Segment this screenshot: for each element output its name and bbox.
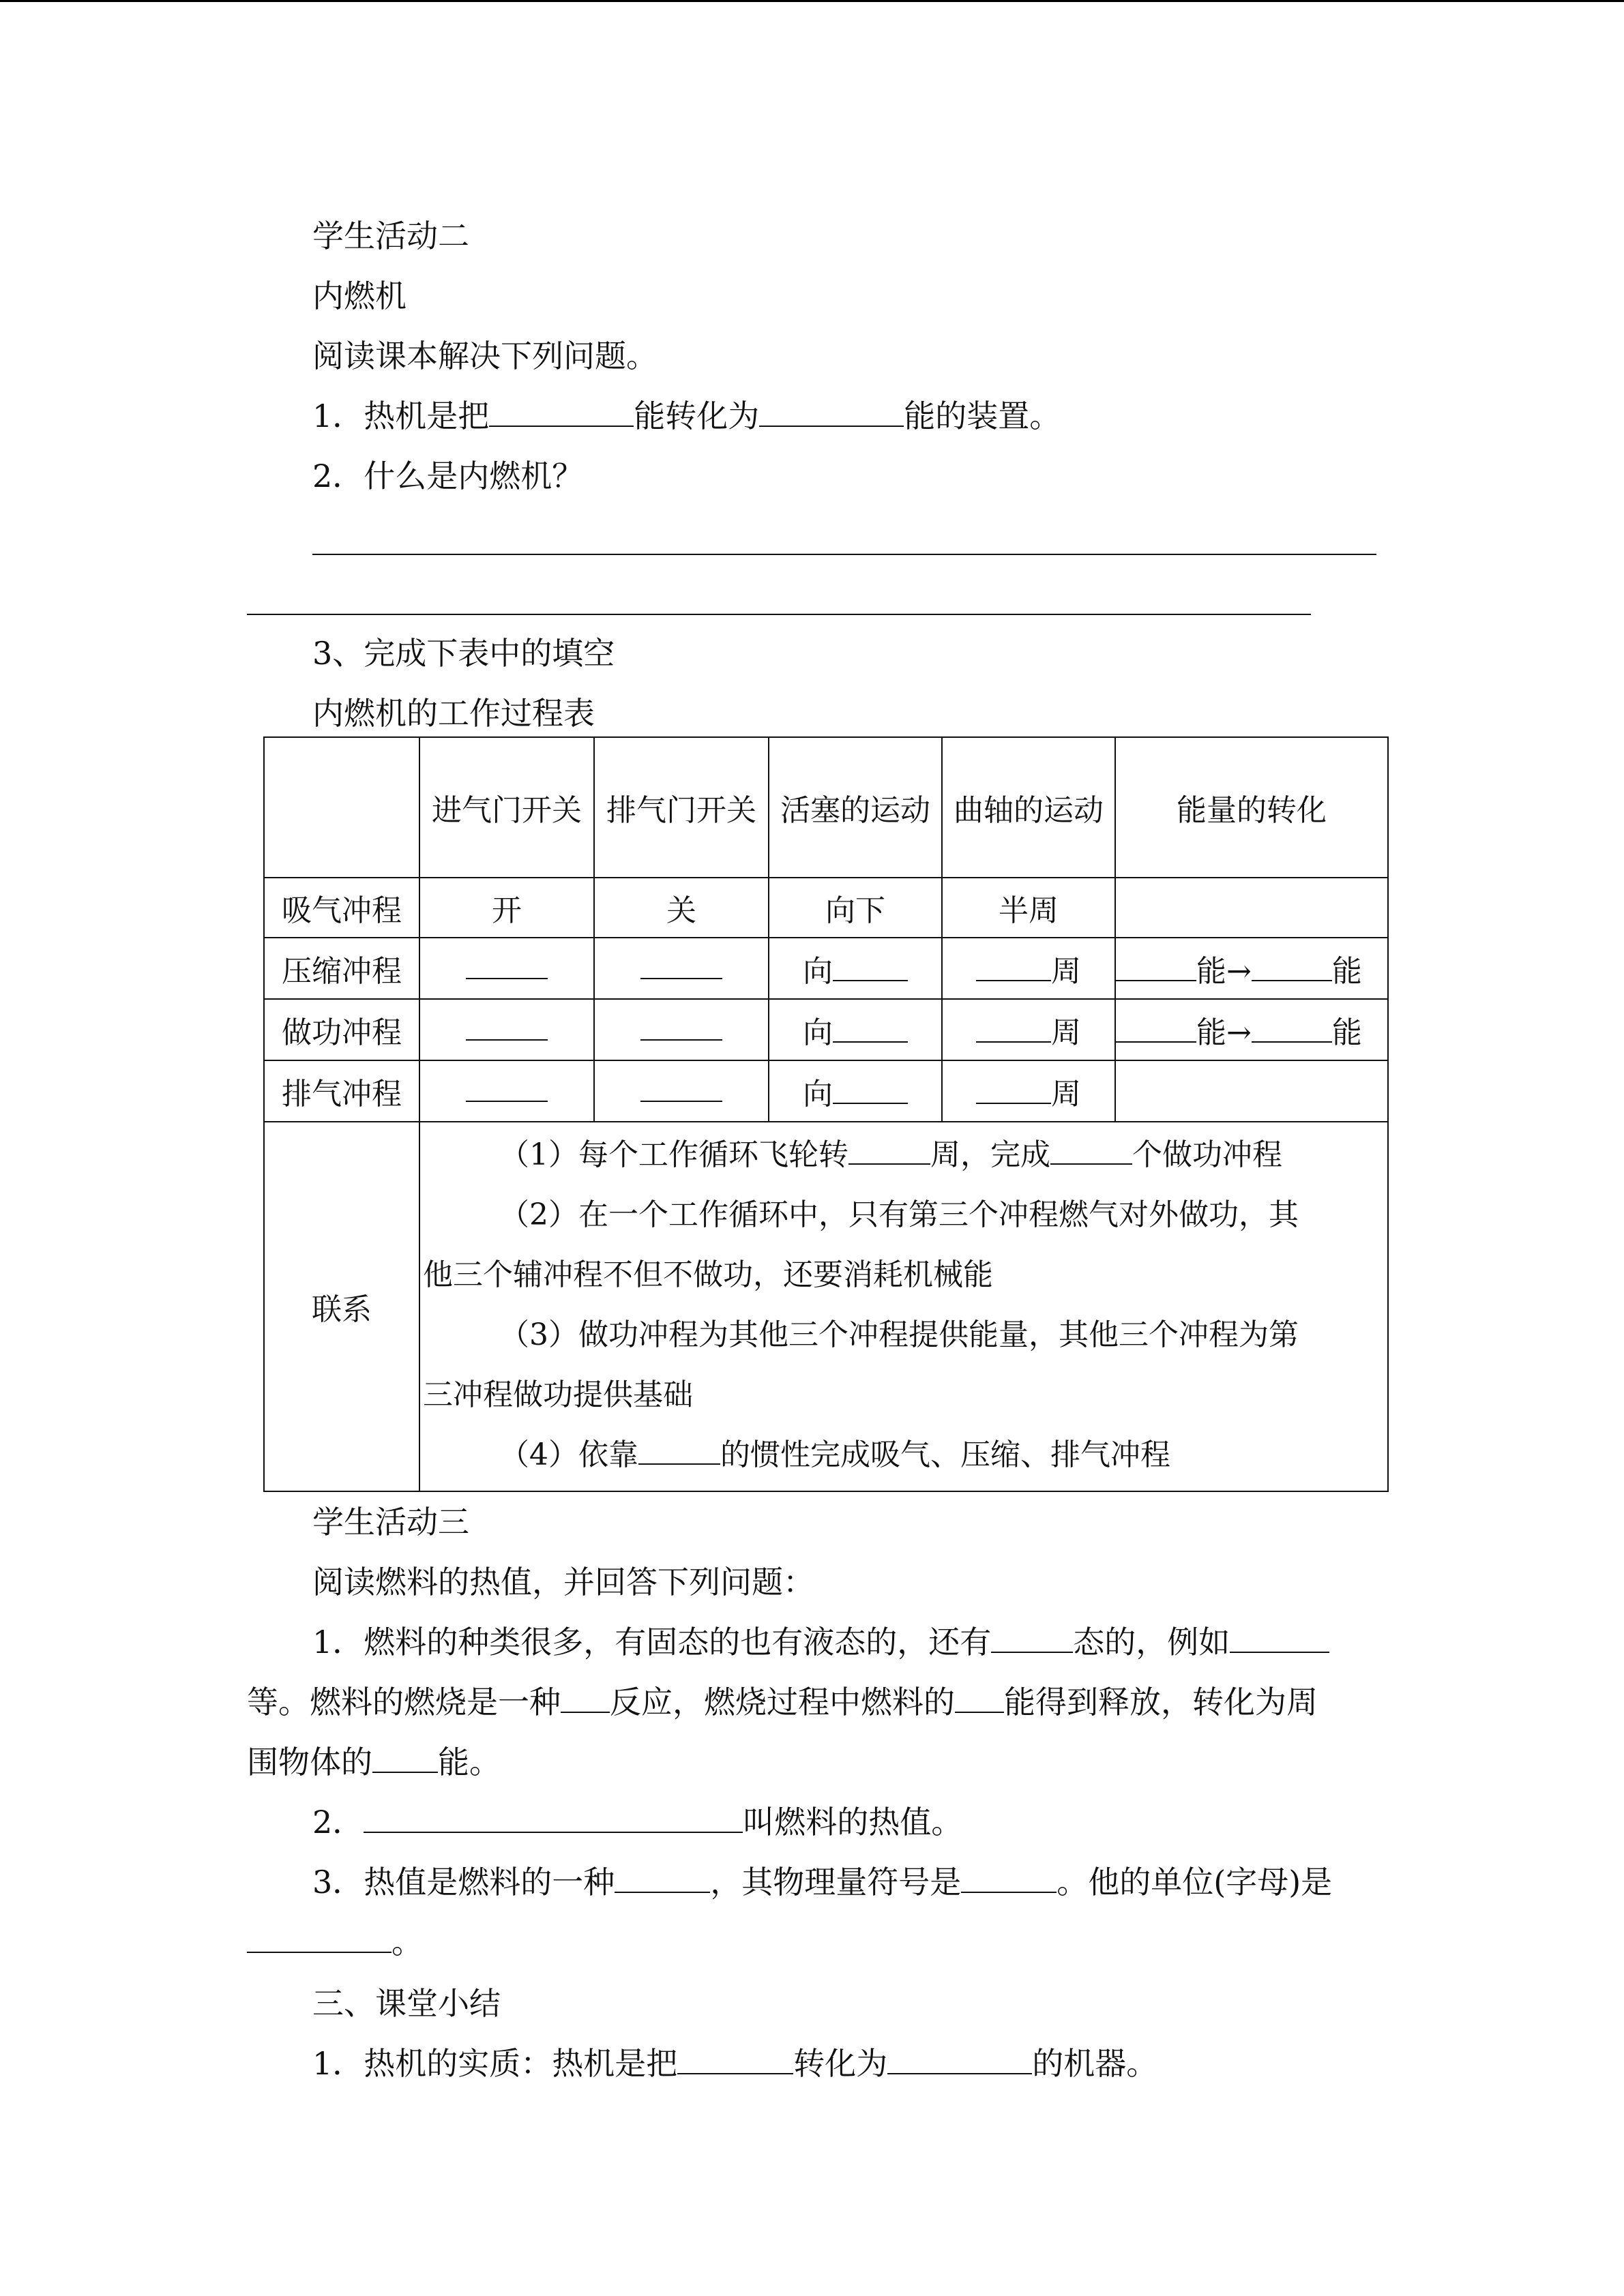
reaction-blank[interactable] bbox=[561, 1684, 610, 1713]
piston-cell bbox=[769, 999, 942, 1060]
q1-text-a: 1．热机是把 bbox=[312, 398, 490, 434]
heat-value-definition-blank[interactable] bbox=[364, 1804, 743, 1833]
stroke-name: 排气冲程 bbox=[264, 1060, 419, 1122]
activity2-question-2: 2．什么是内燃机？ bbox=[312, 458, 584, 494]
answer-line-1[interactable] bbox=[312, 554, 1376, 555]
intake-blank[interactable] bbox=[466, 951, 548, 979]
exhaust-blank[interactable] bbox=[640, 1073, 722, 1102]
table-row bbox=[264, 999, 1388, 1060]
example-blank[interactable] bbox=[1230, 1624, 1329, 1653]
link-point-1: （1）每个工作循环飞轮转 周，完成 个做功冲程 bbox=[499, 1137, 1282, 1172]
activity3-question-1-end: 围物体的 能。 bbox=[247, 1744, 501, 1780]
activity2-subtitle: 内燃机 bbox=[312, 278, 407, 314]
activity2-intro: 阅读课本解决下列问题。 bbox=[312, 338, 658, 374]
piston-cell bbox=[769, 1060, 942, 1122]
unit-blank[interactable] bbox=[247, 1924, 392, 1953]
stroke-name: 吸气冲程 bbox=[264, 878, 419, 938]
header-empty bbox=[264, 737, 419, 878]
activity3-title: 学生活动三 bbox=[312, 1504, 469, 1540]
inertia-blank[interactable] bbox=[638, 1436, 720, 1465]
link-point-3: （3）做功冲程为其他三个冲程提供能量，其他三个冲程为第 bbox=[499, 1317, 1299, 1352]
exhaust-cell bbox=[594, 1060, 769, 1122]
energy-mid: 能→ bbox=[1196, 954, 1252, 989]
energy-from-blank[interactable] bbox=[1116, 953, 1196, 981]
piston-cell bbox=[769, 938, 942, 999]
intake-value: 开 bbox=[419, 878, 594, 938]
piston-prefix: 向 bbox=[803, 954, 833, 989]
link-row bbox=[264, 1122, 1388, 1491]
activity2-question-1 bbox=[312, 397, 1061, 435]
q1-blank-2[interactable] bbox=[759, 398, 904, 427]
symbol-blank[interactable] bbox=[961, 1864, 1057, 1893]
answer-line-2[interactable] bbox=[247, 614, 1311, 615]
exhaust-value: 关 bbox=[594, 878, 769, 938]
property-blank[interactable] bbox=[615, 1864, 710, 1893]
crank-cell bbox=[942, 1060, 1115, 1122]
piston-value: 向下 bbox=[769, 878, 942, 938]
exhaust-cell bbox=[594, 999, 769, 1060]
energy-cell bbox=[1115, 999, 1388, 1060]
table-row bbox=[264, 1060, 1388, 1122]
stroke-name: 做功冲程 bbox=[264, 999, 419, 1060]
piston-blank[interactable] bbox=[833, 1014, 908, 1043]
link-point-3-cont: 三冲程做功提供基础 bbox=[423, 1377, 693, 1412]
energy-value bbox=[1115, 1060, 1388, 1122]
header-intake-valve: 进气门开关 bbox=[419, 737, 594, 878]
activity2-question-3: 3、完成下表中的填空 bbox=[312, 635, 615, 672]
q1-text-c: 能的装置。 bbox=[904, 398, 1061, 434]
link-label: 联系 bbox=[264, 1122, 419, 1491]
summary-question-1: 1．热机的实质：热机是把 转化为 的机器。 bbox=[312, 2045, 1158, 2082]
intake-blank[interactable] bbox=[466, 1012, 548, 1041]
q1-text-b: 能转化为 bbox=[634, 398, 760, 434]
intake-cell bbox=[419, 1060, 594, 1122]
energy-end: 能 bbox=[1331, 1015, 1362, 1050]
piston-blank[interactable] bbox=[833, 953, 908, 981]
summary-title: 三、课堂小结 bbox=[312, 1985, 501, 2022]
exhaust-cell bbox=[594, 938, 769, 999]
crank-blank[interactable] bbox=[976, 953, 1051, 981]
energy-end: 能 bbox=[1331, 954, 1362, 989]
state-blank[interactable] bbox=[991, 1624, 1073, 1653]
intake-cell bbox=[419, 938, 594, 999]
energy-to-blank[interactable] bbox=[1252, 953, 1332, 981]
link-point-4: （4）依靠 的惯性完成吸气、压缩、排气冲程 bbox=[499, 1437, 1170, 1472]
table-row bbox=[264, 938, 1388, 999]
energy-from-blank[interactable] bbox=[1116, 1014, 1196, 1043]
table-row bbox=[264, 878, 1388, 938]
summary-blank-2[interactable] bbox=[887, 2046, 1032, 2074]
activity3-question-2: 2． 叫燃料的热值。 bbox=[312, 1804, 963, 1840]
intake-blank[interactable] bbox=[466, 1073, 548, 1102]
activity3-intro: 阅读燃料的热值，并回答下列问题： bbox=[312, 1564, 814, 1600]
crank-cell bbox=[942, 999, 1115, 1060]
piston-blank[interactable] bbox=[833, 1075, 908, 1104]
table-title: 内燃机的工作过程表 bbox=[312, 695, 595, 732]
crank-suffix: 周 bbox=[1051, 954, 1081, 989]
power-strokes-blank[interactable] bbox=[1050, 1136, 1132, 1165]
summary-blank-1[interactable] bbox=[677, 2046, 793, 2074]
piston-prefix: 向 bbox=[803, 1077, 833, 1112]
activity3-question-3-cont: 。 bbox=[247, 1923, 423, 1961]
header-energy-conversion: 能量的转化 bbox=[1115, 737, 1388, 878]
activity3-question-1-cont: 等。燃料的燃烧是一种 反应，燃烧过程中燃料的 能得到释放，转化为周 bbox=[247, 1684, 1318, 1720]
link-content bbox=[419, 1122, 1388, 1491]
table-header-row bbox=[264, 737, 1388, 878]
piston-prefix: 向 bbox=[803, 1015, 833, 1050]
crank-suffix: 周 bbox=[1051, 1015, 1081, 1050]
crank-blank[interactable] bbox=[976, 1075, 1051, 1104]
crank-cell bbox=[942, 938, 1115, 999]
exhaust-blank[interactable] bbox=[640, 951, 722, 979]
flywheel-turns-blank[interactable] bbox=[848, 1136, 930, 1165]
link-point-2-cont: 他三个辅冲程不但不做功，还要消耗机械能 bbox=[423, 1257, 993, 1292]
q1-blank-1[interactable] bbox=[489, 398, 634, 427]
link-point-2: （2）在一个工作循环中，只有第三个冲程燃气对外做功，其 bbox=[499, 1197, 1299, 1232]
intake-cell bbox=[419, 999, 594, 1060]
activity2-title: 学生活动二 bbox=[312, 218, 469, 254]
energy-type-blank[interactable] bbox=[955, 1684, 1004, 1713]
crank-suffix: 周 bbox=[1051, 1077, 1081, 1112]
energy-value bbox=[1115, 878, 1388, 938]
activity3-question-3: 3．热值是燃料的一种 ，其物理量符号是 。他的单位(字母)是 bbox=[312, 1864, 1333, 1900]
exhaust-blank[interactable] bbox=[640, 1012, 722, 1041]
stroke-name: 压缩冲程 bbox=[264, 938, 419, 999]
crank-blank[interactable] bbox=[976, 1014, 1051, 1043]
header-piston-motion: 活塞的运动 bbox=[769, 737, 942, 878]
energy-to-blank[interactable] bbox=[1252, 1014, 1332, 1043]
header-crank-motion: 曲轴的运动 bbox=[942, 737, 1115, 878]
energy-mid: 能→ bbox=[1196, 1015, 1252, 1050]
page-top-border bbox=[0, 0, 1624, 2]
energy-cell bbox=[1115, 938, 1388, 999]
activity3-question-1: 1．燃料的种类很多，有固态的也有液态的，还有 态的，例如 bbox=[312, 1623, 1329, 1661]
converted-energy-blank[interactable] bbox=[372, 1744, 438, 1773]
process-table bbox=[263, 736, 1389, 1492]
crank-value: 半周 bbox=[942, 878, 1115, 938]
header-exhaust-valve: 排气门开关 bbox=[594, 737, 769, 878]
